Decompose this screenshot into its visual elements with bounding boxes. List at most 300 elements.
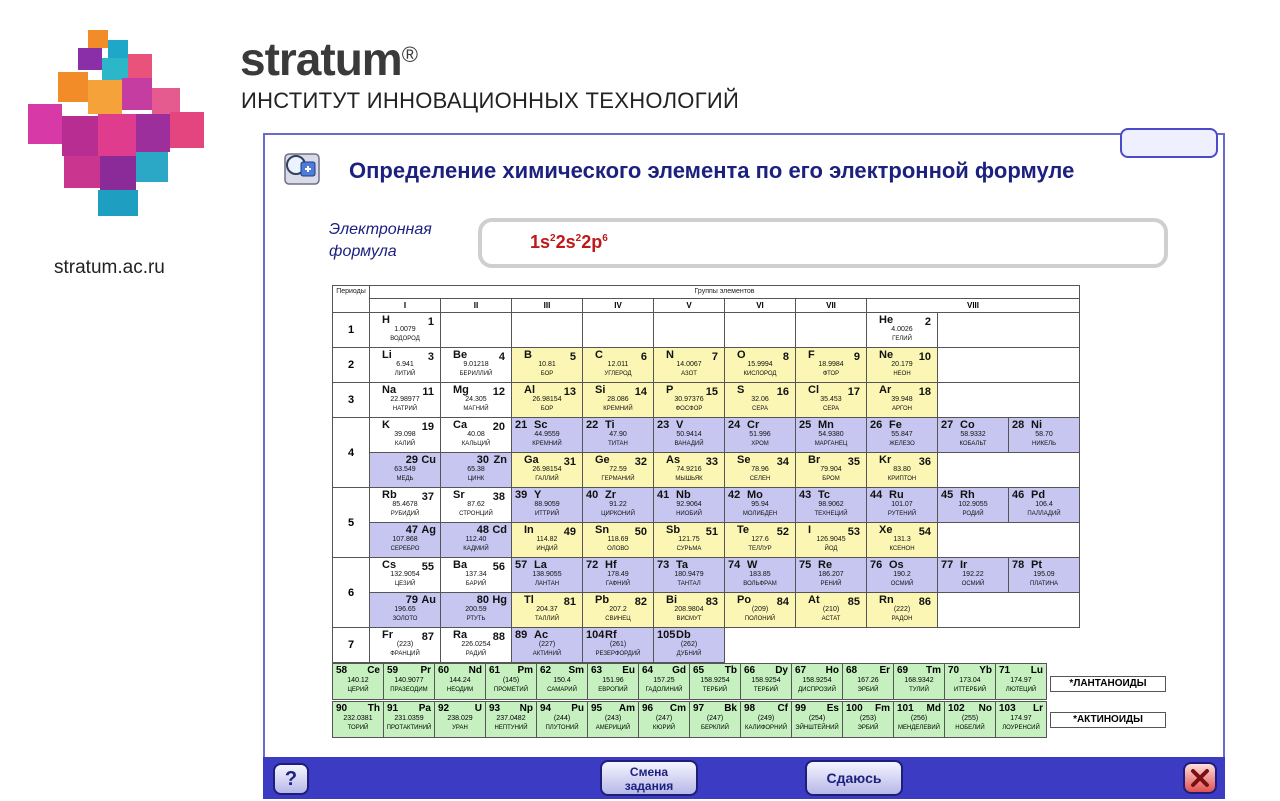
element-cell[interactable]	[441, 523, 512, 558]
element-name: МАРГАНЕЦ	[814, 441, 848, 447]
atomic-mass: 58.70	[1035, 431, 1053, 438]
atomic-number: 87	[421, 631, 434, 643]
element-symbol: As	[666, 454, 681, 466]
element-cell[interactable]	[370, 453, 441, 488]
atomic-number: 37	[421, 491, 434, 503]
element-cell[interactable]	[384, 664, 435, 700]
element-name: АЗОТ	[681, 371, 697, 377]
formula-label: Электронная формула	[329, 221, 432, 260]
element-symbol: Al	[524, 384, 535, 396]
element-symbol: Te	[737, 524, 750, 536]
element-symbol: F	[808, 349, 815, 361]
element-cell[interactable]	[796, 453, 867, 488]
element-symbol: Mg	[453, 384, 469, 396]
atomic-number: 9	[853, 351, 860, 363]
atomic-number: 99	[795, 703, 807, 714]
atomic-mass: 118.69	[607, 536, 629, 543]
element-name: САМАРИЙ	[547, 687, 577, 693]
element-cell[interactable]	[690, 664, 741, 700]
element-name: ГЕЛИЙ	[892, 336, 912, 342]
element-name: СТРОНЦИЙ	[459, 511, 493, 517]
atomic-number: 5	[569, 351, 576, 363]
element-cell[interactable]	[441, 558, 512, 593]
element-cell[interactable]	[741, 702, 792, 738]
element-symbol: U	[474, 703, 482, 714]
atomic-mass: 65.38	[467, 466, 485, 473]
element-cell[interactable]	[486, 702, 537, 738]
element-cell[interactable]	[938, 418, 1009, 453]
element-symbol: P	[666, 384, 674, 396]
element-cell[interactable]	[654, 593, 725, 628]
atomic-mass: 158.9254	[751, 677, 781, 684]
element-cell[interactable]	[370, 523, 441, 558]
element-cell[interactable]	[867, 523, 938, 558]
element-cell[interactable]	[512, 593, 583, 628]
element-cell[interactable]	[370, 593, 441, 628]
element-name: УГЛЕРОД	[604, 371, 632, 377]
atomic-number: 74	[728, 559, 741, 571]
group-label: VIII	[867, 299, 1080, 313]
atomic-number: 19	[421, 421, 434, 433]
atomic-number: 93	[489, 703, 501, 714]
element-name: ФОСФОР	[675, 406, 703, 412]
element-cell[interactable]	[792, 664, 843, 700]
element-cell[interactable]	[384, 702, 435, 738]
element-symbol: Tb	[724, 665, 737, 676]
element-symbol: Bk	[724, 703, 737, 714]
atomic-number: 18	[918, 386, 931, 398]
lanthanides-row	[332, 663, 1047, 700]
atomic-mass: 32.06	[751, 396, 769, 403]
element-cell[interactable]	[690, 702, 741, 738]
atomic-mass: (210)	[822, 606, 840, 613]
atomic-mass: (209)	[751, 606, 769, 613]
atomic-mass: 28.086	[607, 396, 629, 403]
element-cell[interactable]	[725, 383, 796, 418]
element-name: ТАНТАЛ	[677, 581, 701, 587]
element-cell[interactable]	[441, 593, 512, 628]
atomic-number: 27	[941, 419, 954, 431]
element-cell[interactable]	[512, 558, 583, 593]
element-name: ПЛАТИНА	[1029, 581, 1059, 587]
element-name: АСТАТ	[821, 616, 841, 622]
atomic-mass: 127.6	[751, 536, 769, 543]
element-cell[interactable]	[654, 348, 725, 383]
atomic-number: 62	[540, 665, 552, 676]
element-cell[interactable]	[945, 702, 996, 738]
element-cell[interactable]	[654, 418, 725, 453]
element-cell[interactable]	[588, 702, 639, 738]
atomic-mass: 12.011	[607, 361, 629, 368]
element-symbol: Y	[534, 489, 542, 501]
element-symbol: Cf	[777, 703, 788, 714]
lanthanides-label: *ЛАНТАНОИДЫ	[1050, 676, 1166, 692]
atomic-number: 67	[795, 665, 807, 676]
atomic-mass: 137.34	[465, 571, 487, 578]
element-cell[interactable]	[867, 488, 938, 523]
atomic-number: 81	[563, 596, 576, 608]
element-cell[interactable]	[441, 383, 512, 418]
element-cell[interactable]	[333, 664, 384, 700]
element-cell[interactable]	[843, 664, 894, 700]
element-cell[interactable]	[945, 664, 996, 700]
element-symbol: Rn	[879, 594, 894, 606]
element-name: МЕДЬ	[396, 476, 414, 482]
element-cell[interactable]	[370, 383, 441, 418]
element-symbol: Cu	[421, 454, 436, 466]
atomic-mass: 107.868	[392, 536, 418, 543]
element-name: МЫШЬЯК	[675, 476, 703, 482]
atomic-mass: 132.9054	[390, 571, 420, 578]
element-cell[interactable]	[512, 523, 583, 558]
element-cell[interactable]	[583, 418, 654, 453]
element-name: ДУБНИЙ	[676, 651, 702, 657]
element-symbol: Fm	[875, 703, 890, 714]
bottom-toolbar	[263, 757, 1225, 799]
element-cell[interactable]	[654, 523, 725, 558]
element-symbol: Cm	[669, 703, 686, 714]
element-symbol: H	[382, 314, 390, 326]
atomic-mass: (262)	[680, 641, 698, 648]
task-title: Определение химического элемента по его электронной формуле	[349, 158, 1075, 183]
element-cell[interactable]	[796, 383, 867, 418]
element-cell[interactable]	[796, 348, 867, 383]
element-symbol: Db	[676, 629, 691, 641]
atomic-mass: 190.2	[893, 571, 911, 578]
element-cell[interactable]	[867, 313, 938, 348]
top-tab[interactable]	[1120, 128, 1218, 158]
atomic-number: 76	[870, 559, 883, 571]
element-symbol: Nd	[468, 665, 482, 676]
element-name: РЕЗЕРФОРДИЙ	[595, 651, 641, 657]
element-name: ЖЕЛЕЗО	[889, 441, 915, 447]
element-cell[interactable]	[938, 488, 1009, 523]
element-cell[interactable]	[583, 593, 654, 628]
element-cell[interactable]	[588, 664, 639, 700]
element-name: ТЕРБИЙ	[753, 687, 779, 693]
element-name: НОБЕЛИЙ	[955, 725, 985, 731]
element-symbol: Sc	[534, 419, 548, 431]
element-cell[interactable]	[639, 664, 690, 700]
atomic-number: 59	[387, 665, 399, 676]
element-symbol: Pu	[571, 703, 584, 714]
element-symbol: Pd	[1031, 489, 1046, 501]
element-symbol: Pt	[1031, 559, 1042, 571]
element-symbol: Rb	[382, 489, 397, 501]
element-symbol: Pm	[517, 665, 533, 676]
atomic-number: 55	[421, 561, 434, 573]
atomic-mass: 9.01218	[463, 361, 489, 368]
group-label: II	[441, 299, 512, 313]
element-symbol: Sr	[453, 489, 465, 501]
element-name: НИОБИЙ	[676, 511, 702, 517]
atomic-number: 92	[438, 703, 450, 714]
element-cell[interactable]	[583, 558, 654, 593]
atomic-mass: 91.22	[609, 501, 627, 508]
element-cell[interactable]	[996, 702, 1047, 738]
period-label: 7	[333, 628, 370, 663]
element-cell[interactable]	[435, 702, 486, 738]
atomic-mass: 204.37	[536, 606, 558, 613]
element-symbol: Au	[421, 594, 436, 606]
atomic-mass: 183.85	[749, 571, 771, 578]
atomic-number: 20	[492, 421, 505, 433]
element-cell[interactable]	[796, 488, 867, 523]
actinides-row	[332, 701, 1047, 738]
atomic-number: 14	[634, 386, 647, 398]
element-cell[interactable]	[583, 383, 654, 418]
element-symbol: Bi	[666, 594, 677, 606]
element-cell[interactable]	[583, 453, 654, 488]
element-name: ДИСПРОЗИЙ	[798, 687, 836, 693]
element-name: КОБАЛЬТ	[959, 441, 987, 447]
element-cell[interactable]	[867, 593, 938, 628]
element-name: КАЛИЙ	[394, 441, 416, 447]
element-name: РУБИДИЙ	[390, 511, 420, 517]
element-name: КИСЛОРОД	[743, 371, 777, 377]
zoom-plus-icon[interactable]	[283, 152, 323, 188]
atomic-mass: (253)	[859, 715, 877, 722]
element-cell[interactable]	[894, 664, 945, 700]
atomic-mass: 157.25	[653, 677, 675, 684]
element-symbol: Cs	[382, 559, 397, 571]
element-cell[interactable]	[441, 348, 512, 383]
element-symbol: Ir	[960, 559, 968, 571]
element-cell[interactable]	[796, 418, 867, 453]
atomic-mass: 18.9984	[818, 361, 844, 368]
element-symbol: Ar	[879, 384, 892, 396]
element-name: БЕРИЛЛИЙ	[459, 371, 493, 377]
atomic-mass: 174.97	[1010, 677, 1032, 684]
atomic-number: 1	[427, 316, 434, 328]
element-cell[interactable]	[725, 418, 796, 453]
close-button[interactable]	[1183, 762, 1217, 794]
atomic-number: 30	[476, 454, 489, 466]
element-name: ОЛОВО	[607, 546, 629, 552]
element-cell[interactable]	[1009, 558, 1080, 593]
atomic-number: 53	[847, 526, 860, 538]
atomic-mass: 126.9045	[816, 536, 846, 543]
atomic-mass: 232.0381	[343, 715, 373, 722]
element-cell[interactable]	[441, 488, 512, 523]
element-cell[interactable]	[512, 488, 583, 523]
atomic-mass: 167.26	[857, 677, 879, 684]
atomic-mass: (243)	[604, 715, 622, 722]
element-name: ЭЙНШТЕЙНИЙ	[795, 725, 839, 731]
atomic-number: 47	[405, 524, 418, 536]
atomic-number: 36	[918, 456, 931, 468]
element-symbol: Co	[960, 419, 975, 431]
element-symbol: N	[666, 349, 674, 361]
element-symbol: Yb	[979, 665, 992, 676]
atomic-mass: 158.9254	[802, 677, 832, 684]
element-cell[interactable]	[654, 628, 725, 663]
element-name: ТАЛЛИЙ	[534, 616, 560, 622]
element-name: РТУТЬ	[466, 616, 486, 622]
element-cell[interactable]	[333, 702, 384, 738]
atomic-number: 35	[847, 456, 860, 468]
element-symbol: Ca	[453, 419, 468, 431]
atomic-mass: 226.0254	[461, 641, 491, 648]
atomic-number: 8	[782, 351, 789, 363]
group-label: VII	[796, 299, 867, 313]
element-cell[interactable]	[867, 383, 938, 418]
element-symbol: Tl	[524, 594, 534, 606]
element-name: БОР	[540, 371, 554, 377]
element-cell[interactable]	[583, 523, 654, 558]
element-cell[interactable]	[512, 453, 583, 488]
element-cell[interactable]	[654, 453, 725, 488]
element-cell[interactable]	[512, 348, 583, 383]
element-cell[interactable]	[441, 418, 512, 453]
element-name: ПРАЗЕОДИМ	[390, 687, 428, 693]
element-symbol: Ni	[1031, 419, 1042, 431]
element-name: ТОРИЙ	[347, 725, 369, 731]
element-cell[interactable]	[654, 383, 725, 418]
element-cell[interactable]	[537, 702, 588, 738]
element-name: КАДМИЙ	[463, 546, 489, 552]
atomic-number: 94	[540, 703, 552, 714]
atomic-number: 71	[999, 665, 1011, 676]
atomic-mass: 231.0359	[394, 715, 424, 722]
element-name: АКТИНИЙ	[532, 651, 562, 657]
element-symbol: Cr	[747, 419, 760, 431]
element-cell[interactable]	[654, 488, 725, 523]
element-name: ТУЛИЙ	[909, 687, 929, 693]
element-cell[interactable]	[996, 664, 1047, 700]
atomic-number: 22	[586, 419, 599, 431]
element-cell[interactable]	[894, 702, 945, 738]
element-cell[interactable]	[370, 488, 441, 523]
element-cell[interactable]	[639, 702, 690, 738]
element-cell[interactable]	[441, 628, 512, 663]
element-cell[interactable]	[867, 348, 938, 383]
atomic-number: 95	[591, 703, 603, 714]
element-cell[interactable]	[867, 453, 938, 488]
brand-url: stratum.ac.ru	[54, 257, 165, 278]
element-cell[interactable]	[370, 313, 441, 348]
atomic-mass: (254)	[808, 715, 826, 722]
element-symbol: V	[676, 419, 684, 431]
atomic-mass: 79.904	[820, 466, 842, 473]
atomic-number: 82	[634, 596, 647, 608]
element-symbol: Cd	[492, 524, 507, 536]
atomic-mass: 24.305	[465, 396, 487, 403]
atomic-number: 33	[705, 456, 718, 468]
element-name: ХРОМ	[751, 441, 769, 447]
element-cell[interactable]	[435, 664, 486, 700]
atomic-number: 52	[776, 526, 789, 538]
element-cell[interactable]	[370, 418, 441, 453]
element-cell[interactable]	[537, 664, 588, 700]
element-cell[interactable]	[1009, 418, 1080, 453]
give-up-button[interactable]: Сдаюсь	[805, 760, 903, 796]
element-cell[interactable]	[938, 558, 1009, 593]
element-cell[interactable]	[725, 523, 796, 558]
atomic-number: 50	[634, 526, 647, 538]
element-cell[interactable]	[796, 523, 867, 558]
period-label: 1	[333, 313, 370, 348]
element-cell[interactable]	[1009, 488, 1080, 523]
element-cell[interactable]	[512, 383, 583, 418]
element-cell[interactable]	[512, 628, 583, 663]
atomic-number: 69	[897, 665, 909, 676]
element-name: ФТОР	[822, 371, 840, 377]
element-cell[interactable]	[583, 348, 654, 383]
element-name: СЕЛЕН	[749, 476, 771, 482]
element-cell[interactable]	[792, 702, 843, 738]
element-cell[interactable]	[583, 628, 654, 663]
element-name: ЦИРКОНИЙ	[601, 511, 635, 517]
atomic-number: 86	[918, 596, 931, 608]
atomic-mass: 178.49	[607, 571, 629, 578]
element-name: ЛЮТЕЦИЙ	[1005, 687, 1037, 693]
element-name: ПЛУТОНИЙ	[545, 725, 579, 731]
element-cell[interactable]	[741, 664, 792, 700]
element-cell[interactable]	[725, 593, 796, 628]
element-name: НЕОН	[893, 371, 911, 377]
element-cell[interactable]	[867, 418, 938, 453]
element-name: МЕНДЕЛЕВИЙ	[898, 725, 940, 731]
atomic-mass: 78.96	[751, 466, 769, 473]
element-symbol: Ne	[879, 349, 894, 361]
element-cell[interactable]	[486, 664, 537, 700]
element-name: КРЕМНИЙ	[603, 406, 633, 412]
element-symbol: Rf	[605, 629, 617, 641]
element-cell[interactable]	[796, 558, 867, 593]
element-cell[interactable]	[441, 453, 512, 488]
element-name: НИКЕЛЬ	[1031, 441, 1057, 447]
element-cell[interactable]	[725, 453, 796, 488]
atomic-mass: 22.98977	[390, 396, 420, 403]
element-cell[interactable]	[370, 348, 441, 383]
element-name: АРГОН	[892, 406, 912, 412]
change-task-button[interactable]: Смена задания	[600, 760, 698, 796]
element-name: ИТТРИЙ	[534, 511, 560, 517]
element-cell[interactable]	[512, 418, 583, 453]
element-cell[interactable]	[583, 488, 654, 523]
atomic-mass: 151.96	[602, 677, 624, 684]
element-cell[interactable]	[867, 558, 938, 593]
element-cell[interactable]	[370, 558, 441, 593]
element-symbol: C	[595, 349, 603, 361]
element-cell[interactable]	[370, 628, 441, 663]
element-symbol: Pb	[595, 594, 610, 606]
element-name: ВАНАДИЙ	[674, 441, 704, 447]
element-cell[interactable]	[725, 558, 796, 593]
atomic-mass: 102.9055	[958, 501, 988, 508]
atomic-number: 85	[847, 596, 860, 608]
element-name: ЦИНК	[467, 476, 485, 482]
actinides-label: *АКТИНОИДЫ	[1050, 712, 1166, 728]
element-cell[interactable]	[654, 558, 725, 593]
element-cell[interactable]	[725, 488, 796, 523]
group-label: I	[370, 299, 441, 313]
element-name: ЕВРОПИЙ	[598, 687, 628, 693]
atomic-number: 98	[744, 703, 756, 714]
help-button[interactable]	[273, 763, 309, 795]
atomic-number: 45	[941, 489, 954, 501]
atomic-mass: 35.453	[820, 396, 842, 403]
element-cell[interactable]	[843, 702, 894, 738]
element-name: БЕРКЛИЙ	[701, 725, 729, 731]
element-cell[interactable]	[725, 348, 796, 383]
help-icon: ?	[284, 768, 298, 790]
atomic-mass: 138.9055	[532, 571, 562, 578]
group-label: IV	[583, 299, 654, 313]
atomic-mass: 26.98154	[532, 466, 562, 473]
element-cell[interactable]	[796, 593, 867, 628]
